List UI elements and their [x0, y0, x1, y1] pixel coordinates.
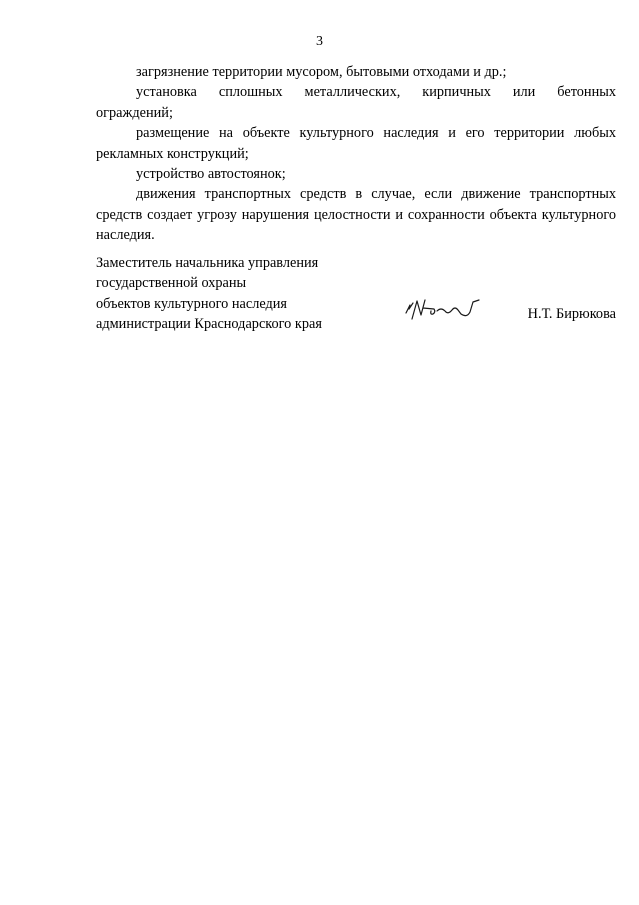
document-body: [96, 62, 616, 246]
paragraph-parking-lots: устройство автостоянок;: [136, 166, 286, 183]
signer-position-line-2: государственной охраны: [96, 275, 247, 292]
paragraph-vehicle-traffic: движения транспортных средств в случае, если движение транспортных средств создает угрозу нарушения целостности и сохранности объекта культурного наследия.: [96, 186, 616, 244]
signer-position-line-1: Заместитель начальника управления: [96, 255, 319, 271]
handwritten-signature: [403, 293, 483, 323]
paragraph-garbage-pollution: загрязнение территории мусором, бытовыми отходами и др.;: [136, 64, 507, 80]
signer-name: Н.Т. Бирюкова: [527, 306, 616, 322]
paragraph-advertising-structures: размещение на объекте культурного наследия и его территории любых рекламных конструкций;: [96, 125, 616, 162]
signer-position-line-3: объектов культурного наследия: [96, 295, 287, 312]
paragraph-solid-fences: установка сплошных металлических, кирпичных или бетонных ограждений;: [96, 84, 616, 121]
signature-block: [96, 253, 616, 335]
page-number: 3: [316, 34, 323, 49]
signer-position-line-4: администрации Краснодарского края: [96, 315, 322, 332]
